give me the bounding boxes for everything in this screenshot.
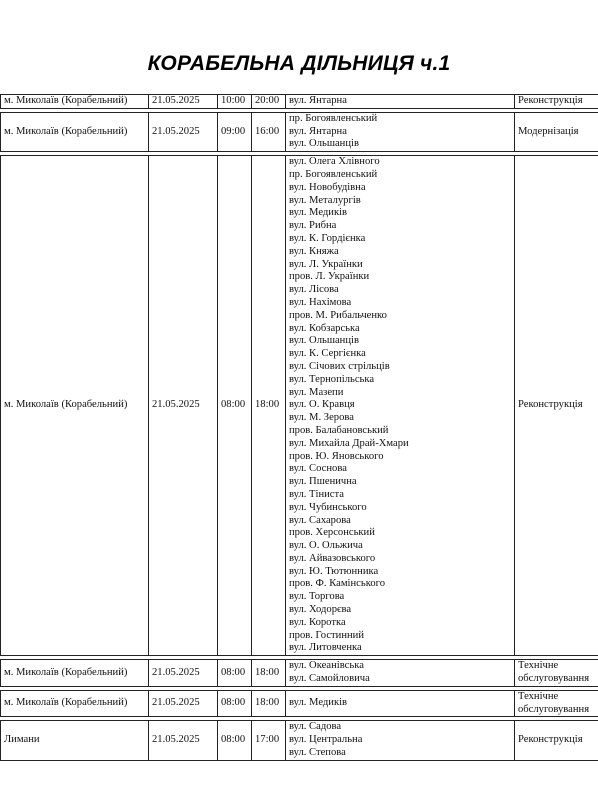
street-item: вул. Литовченка	[289, 642, 362, 654]
location-cell: м. Миколаїв (Корабельний)	[1, 95, 149, 109]
street-item: вул. Металургів	[289, 194, 361, 206]
date-cell: 21.05.2025	[149, 721, 218, 760]
street-item: пров. Балабанoвський	[289, 424, 389, 436]
work-type-label: Реконструкція	[518, 95, 583, 106]
work-type-label: Технічне обслуговування	[518, 690, 590, 715]
start-time-cell: 08:00	[218, 690, 252, 717]
street-item: вул. М. Зерова	[289, 412, 354, 424]
streets-cell	[286, 95, 515, 109]
street-item: вул. Янтарна	[289, 125, 347, 137]
street-item: вул. Мазепи	[289, 386, 344, 398]
location-cell: м. Миколаїв (Корабельний)	[1, 690, 149, 717]
street-item: пр. Богоявленський	[289, 112, 378, 124]
work-type-cell	[515, 156, 598, 656]
street-item: вул. Коротка	[289, 616, 346, 628]
street-item: вул. Л. Українки	[289, 258, 363, 270]
street-item: пров. Ю. Яновського	[289, 450, 384, 462]
street-item: вул. Тіниста	[289, 488, 344, 500]
work-type-cell	[515, 660, 598, 687]
street-item: вул. Самойловича	[289, 673, 370, 685]
street-item: вул. Нахімова	[289, 296, 352, 308]
street-item: вул. Торгова	[289, 591, 345, 603]
location-cell: м. Миколаїв (Корабельний)	[1, 156, 149, 656]
date-cell: 21.05.2025	[149, 690, 218, 717]
work-type-cell	[515, 95, 598, 109]
location-cell: Лимани	[1, 721, 149, 760]
start-time-cell: 08:00	[218, 721, 252, 760]
streets-cell	[286, 721, 515, 760]
street-item: вул. Тернопільська	[289, 373, 375, 385]
street-item: вул. Центральна	[289, 734, 363, 746]
start-time-cell: 08:00	[218, 660, 252, 687]
work-type-label: Технічне обслуговування	[518, 660, 590, 685]
street-item: вул. О. Ольжича	[289, 540, 363, 552]
street-item: пр. Богоявленський	[289, 168, 378, 180]
street-item: вул. Ольшанців	[289, 335, 359, 347]
street-item: пров. М. Рибальченко	[289, 309, 387, 321]
street-item: вул. Новобудівна	[289, 181, 366, 193]
street-item: вул. Океанівська	[289, 660, 364, 672]
street-item: вул. Княжа	[289, 245, 339, 257]
street-item: вул. Ю. Тютюнника	[289, 565, 379, 577]
end-time-cell: 17:00	[252, 721, 286, 760]
start-time-cell: 10:00	[218, 95, 252, 109]
streets-cell	[286, 660, 515, 687]
street-item: вул. Пшенична	[289, 476, 357, 488]
street-item: пров. Ф. Камінського	[289, 578, 385, 590]
table-row	[1, 156, 598, 656]
table-row	[1, 112, 598, 151]
date-cell: 21.05.2025	[149, 660, 218, 687]
street-item: вул. Михайла Драй-Хмари	[289, 437, 409, 449]
street-item: вул. Янтарна	[289, 95, 347, 106]
street-item: вул. К. Сергієнка	[289, 348, 366, 360]
streets-cell	[286, 156, 515, 656]
end-time-cell: 18:00	[252, 156, 286, 656]
street-item: вул. Ольшанців	[289, 138, 359, 150]
page-title: КОРАБЕЛЬНА ДІЛЬНИЦЯ ч.1	[147, 52, 451, 75]
work-type-cell	[515, 721, 598, 760]
street-item: вул. Кобзарська	[289, 322, 360, 334]
streets-cell	[286, 112, 515, 151]
outage-table	[0, 94, 598, 761]
location-cell: м. Миколаїв (Корабельний)	[1, 112, 149, 151]
street-item: пров. Л. Українки	[289, 271, 370, 283]
end-time-cell: 20:00	[252, 95, 286, 109]
location-cell: м. Миколаїв (Корабельний)	[1, 660, 149, 687]
date-cell: 21.05.2025	[149, 156, 218, 656]
street-item: вул. Рибна	[289, 220, 337, 232]
work-type-label: Модернізація	[518, 125, 579, 137]
street-item: вул. Соснова	[289, 463, 347, 475]
table-row	[1, 721, 598, 760]
end-time-cell: 18:00	[252, 660, 286, 687]
end-time-cell: 18:00	[252, 690, 286, 717]
street-item: вул. Медиків	[289, 207, 348, 219]
street-item: вул. Сахарова	[289, 514, 351, 526]
table-row	[1, 660, 598, 687]
street-item: вул. К. Гордієнка	[289, 232, 366, 244]
street-item: вул. Ходорєва	[289, 604, 352, 616]
work-type-label: Реконструкція	[518, 399, 583, 411]
street-item: вул. Степова	[289, 747, 346, 759]
street-item: вул. Айвазовського	[289, 552, 376, 564]
outage-table-body	[1, 95, 598, 761]
date-cell: 21.05.2025	[149, 112, 218, 151]
street-item: вул. Медиків	[289, 697, 348, 709]
table-row	[1, 690, 598, 717]
start-time-cell: 09:00	[218, 112, 252, 151]
street-item: вул. Лісова	[289, 284, 339, 296]
street-item: вул. Садова	[289, 721, 342, 733]
street-item: пров. Гостинний	[289, 629, 364, 641]
work-type-cell	[515, 690, 598, 717]
street-item: вул. Олега Хлівного	[289, 156, 380, 168]
date-cell: 21.05.2025	[149, 95, 218, 109]
work-type-label: Реконструкція	[518, 734, 583, 746]
work-type-cell	[515, 112, 598, 151]
street-item: вул. О. Кравця	[289, 399, 355, 411]
street-item: пров. Херсонський	[289, 527, 375, 539]
street-item: вул. Чубинського	[289, 501, 367, 513]
streets-cell	[286, 690, 515, 717]
street-item: вул. Січових стрільців	[289, 360, 390, 372]
start-time-cell: 08:00	[218, 156, 252, 656]
table-row	[1, 95, 598, 109]
end-time-cell: 16:00	[252, 112, 286, 151]
